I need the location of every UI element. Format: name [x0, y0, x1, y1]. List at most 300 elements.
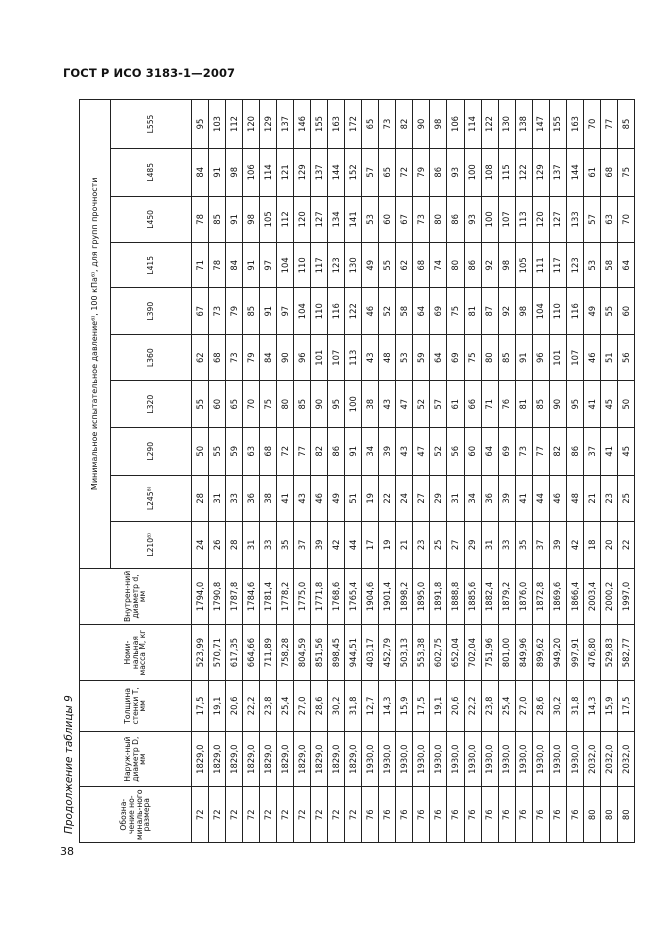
cell-p-l320: 81	[515, 381, 532, 428]
cell-p-l245: 43	[294, 475, 311, 522]
cell-wall: 14,3	[379, 680, 396, 731]
header-grade: L485	[111, 148, 192, 196]
cell-p-l320: 95	[566, 381, 583, 428]
cell-od: 1930,0	[379, 731, 396, 787]
cell-od: 1930,0	[481, 731, 498, 787]
cell-id: 1997,0	[617, 568, 634, 625]
cell-p-l390: 60	[617, 288, 634, 335]
cell-p-l555: 146	[294, 100, 311, 149]
cell-p-l320: 95	[328, 381, 345, 428]
cell-mass: 849,96	[515, 625, 532, 681]
cell-p-l320: 60	[209, 381, 226, 428]
cell-p-l555: 163	[328, 100, 345, 149]
cell-p-l450: 93	[464, 196, 481, 243]
table-row	[498, 100, 515, 843]
cell-size: 72	[311, 787, 328, 843]
cell-p-l210: 24	[192, 522, 209, 569]
cell-p-l485: 79	[413, 148, 430, 196]
cell-mass: 664,66	[243, 625, 260, 681]
cell-p-l390: 73	[209, 288, 226, 335]
cell-mass: 529,83	[600, 625, 617, 681]
cell-p-l290: 39	[379, 427, 396, 475]
table-row	[345, 100, 362, 843]
cell-mass: 476,80	[583, 625, 600, 681]
cell-size: 76	[566, 787, 583, 843]
cell-p-l450: 100	[481, 196, 498, 243]
table-row	[430, 100, 447, 843]
cell-mass: 702,04	[464, 625, 481, 681]
table-row	[549, 100, 566, 843]
cell-p-l360: 113	[345, 334, 362, 381]
cell-size: 72	[226, 787, 243, 843]
cell-p-l555: 95	[192, 100, 209, 149]
cell-p-l290: 64	[481, 427, 498, 475]
cell-p-l390: 91	[260, 288, 277, 335]
cell-p-l555: 155	[311, 100, 328, 149]
cell-p-l450: 63	[600, 196, 617, 243]
cell-id: 1901,4	[379, 568, 396, 625]
cell-p-l485: 129	[294, 148, 311, 196]
cell-p-l360: 59	[413, 334, 430, 381]
cell-od: 1930,0	[566, 731, 583, 787]
cell-p-l210: 28	[226, 522, 243, 569]
cell-p-l210: 31	[481, 522, 498, 569]
cell-p-l555: 114	[464, 100, 481, 149]
cell-id: 1794,0	[192, 568, 209, 625]
table-row	[379, 100, 396, 843]
table-caption: Продолжение таблицы 9	[63, 695, 75, 834]
cell-id: 1771,8	[311, 568, 328, 625]
cell-p-l210: 35	[277, 522, 294, 569]
cell-p-l415: 105	[515, 243, 532, 288]
cell-id: 1888,8	[447, 568, 464, 625]
cell-p-l485: 98	[226, 148, 243, 196]
cell-p-l450: 91	[226, 196, 243, 243]
cell-p-l245: 27	[413, 475, 430, 522]
cell-p-l450: 112	[277, 196, 294, 243]
cell-p-l390: 81	[464, 288, 481, 335]
cell-p-l210: 33	[260, 522, 277, 569]
cell-p-l320: 71	[481, 381, 498, 428]
cell-od: 1829,0	[345, 731, 362, 787]
cell-p-l245: 51	[345, 475, 362, 522]
cell-p-l210: 29	[464, 522, 481, 569]
header-grade: L415	[111, 243, 192, 288]
cell-p-l555: 122	[481, 100, 498, 149]
cell-size: 72	[260, 787, 277, 843]
cell-p-l450: 57	[583, 196, 600, 243]
cell-wall: 31,8	[566, 680, 583, 731]
cell-p-l290: 82	[311, 427, 328, 475]
cell-size: 76	[532, 787, 549, 843]
cell-p-l290: 59	[226, 427, 243, 475]
pressure-table	[79, 99, 635, 843]
cell-p-l485: 137	[311, 148, 328, 196]
cell-mass: 652,04	[447, 625, 464, 681]
cell-wall: 30,2	[328, 680, 345, 731]
cell-p-l290: 77	[294, 427, 311, 475]
cell-p-l450: 98	[243, 196, 260, 243]
cell-p-l555: 103	[209, 100, 226, 149]
cell-size: 72	[243, 787, 260, 843]
table-row	[260, 100, 277, 843]
cell-p-l450: 60	[379, 196, 396, 243]
cell-p-l555: 73	[379, 100, 396, 149]
cell-p-l415: 86	[464, 243, 481, 288]
cell-p-l245: 41	[277, 475, 294, 522]
header-grade: L245⁸⁾	[111, 475, 192, 522]
cell-p-l390: 67	[192, 288, 209, 335]
cell-od: 2032,0	[617, 731, 634, 787]
cell-od: 1930,0	[498, 731, 515, 787]
header-grade: L290	[111, 427, 192, 475]
cell-p-l290: 77	[532, 427, 549, 475]
cell-p-l210: 17	[362, 522, 379, 569]
cell-p-l320: 47	[396, 381, 413, 428]
cell-mass: 898,45	[328, 625, 345, 681]
cell-p-l360: 62	[192, 334, 209, 381]
cell-p-l320: 70	[243, 381, 260, 428]
cell-p-l450: 107	[498, 196, 515, 243]
cell-p-l210: 44	[345, 522, 362, 569]
page-number: 38	[60, 845, 74, 858]
cell-p-l290: 45	[617, 427, 634, 475]
cell-p-l210: 37	[294, 522, 311, 569]
header-grade: L555	[111, 100, 192, 149]
cell-p-l210: 19	[379, 522, 396, 569]
cell-p-l415: 78	[209, 243, 226, 288]
cell-id: 1898,2	[396, 568, 413, 625]
cell-p-l390: 58	[396, 288, 413, 335]
cell-id: 1784,6	[243, 568, 260, 625]
cell-p-l360: 64	[430, 334, 447, 381]
cell-p-l320: 85	[532, 381, 549, 428]
cell-wall: 23,8	[481, 680, 498, 731]
cell-p-l245: 36	[481, 475, 498, 522]
header-wall-thickness: Толщина стенки Т, мм	[80, 680, 192, 731]
cell-p-l450: 120	[532, 196, 549, 243]
document-header: ГОСТ Р ИСО 3183-1—2007	[63, 66, 236, 80]
cell-p-l360: 101	[311, 334, 328, 381]
cell-p-l245: 23	[600, 475, 617, 522]
cell-id: 1882,4	[481, 568, 498, 625]
cell-od: 1829,0	[192, 731, 209, 787]
cell-size: 72	[328, 787, 345, 843]
cell-p-l415: 117	[311, 243, 328, 288]
cell-p-l485: 72	[396, 148, 413, 196]
header-size-designation: Обозна-чение но-миналь-ного размера	[80, 787, 192, 843]
cell-p-l210: 37	[532, 522, 549, 569]
cell-od: 1829,0	[209, 731, 226, 787]
cell-id: 1869,6	[549, 568, 566, 625]
cell-p-l210: 20	[600, 522, 617, 569]
cell-p-l390: 104	[532, 288, 549, 335]
cell-p-l210: 39	[549, 522, 566, 569]
header-nominal-mass: Номи-нальная масса М, кг	[80, 625, 192, 681]
cell-p-l290: 91	[345, 427, 362, 475]
rotated-table-container	[79, 99, 635, 843]
cell-p-l245: 21	[583, 475, 600, 522]
cell-mass: 503,13	[396, 625, 413, 681]
header-grade: L320	[111, 381, 192, 428]
cell-od: 1930,0	[515, 731, 532, 787]
cell-p-l210: 26	[209, 522, 226, 569]
cell-p-l320: 52	[413, 381, 430, 428]
cell-p-l450: 127	[549, 196, 566, 243]
cell-p-l415: 71	[192, 243, 209, 288]
cell-id: 1775,0	[294, 568, 311, 625]
cell-p-l415: 92	[481, 243, 498, 288]
cell-mass: 602,75	[430, 625, 447, 681]
cell-p-l555: 130	[498, 100, 515, 149]
cell-p-l360: 84	[260, 334, 277, 381]
cell-p-l485: 144	[328, 148, 345, 196]
cell-wall: 15,9	[396, 680, 413, 731]
cell-mass: 758,28	[277, 625, 294, 681]
cell-p-l320: 66	[464, 381, 481, 428]
cell-p-l485: 93	[447, 148, 464, 196]
cell-wall: 15,9	[600, 680, 617, 731]
cell-p-l290: 73	[515, 427, 532, 475]
cell-od: 1829,0	[294, 731, 311, 787]
cell-p-l290: 37	[583, 427, 600, 475]
cell-p-l555: 106	[447, 100, 464, 149]
cell-wall: 27,0	[294, 680, 311, 731]
header-inside-diameter: Внутрен-ний диаметр d, мм	[80, 568, 192, 625]
cell-od: 2032,0	[600, 731, 617, 787]
cell-wall: 28,6	[532, 680, 549, 731]
cell-p-l320: 75	[260, 381, 277, 428]
cell-size: 76	[549, 787, 566, 843]
cell-p-l485: 114	[260, 148, 277, 196]
cell-p-l290: 41	[600, 427, 617, 475]
cell-p-l390: 55	[600, 288, 617, 335]
cell-p-l290: 52	[430, 427, 447, 475]
cell-p-l415: 84	[226, 243, 243, 288]
header-grade: L450	[111, 196, 192, 243]
table-row	[243, 100, 260, 843]
cell-mass: 899,62	[532, 625, 549, 681]
cell-p-l555: 90	[413, 100, 430, 149]
table-row	[617, 100, 634, 843]
cell-p-l320: 100	[345, 381, 362, 428]
table-row	[566, 100, 583, 843]
cell-p-l555: 120	[243, 100, 260, 149]
cell-p-l390: 104	[294, 288, 311, 335]
cell-p-l245: 33	[226, 475, 243, 522]
cell-p-l415: 74	[430, 243, 447, 288]
cell-p-l320: 61	[447, 381, 464, 428]
cell-id: 1787,8	[226, 568, 243, 625]
cell-size: 72	[209, 787, 226, 843]
cell-p-l360: 73	[226, 334, 243, 381]
cell-p-l555: 65	[362, 100, 379, 149]
cell-p-l450: 133	[566, 196, 583, 243]
cell-p-l485: 152	[345, 148, 362, 196]
cell-size: 80	[600, 787, 617, 843]
cell-p-l360: 91	[515, 334, 532, 381]
cell-wall: 22,2	[243, 680, 260, 731]
cell-od: 1930,0	[464, 731, 481, 787]
cell-p-l415: 80	[447, 243, 464, 288]
cell-mass: 851,56	[311, 625, 328, 681]
cell-od: 1829,0	[260, 731, 277, 787]
cell-p-l360: 68	[209, 334, 226, 381]
cell-p-l360: 75	[464, 334, 481, 381]
cell-p-l450: 78	[192, 196, 209, 243]
cell-p-l290: 56	[447, 427, 464, 475]
cell-size: 72	[345, 787, 362, 843]
cell-size: 76	[396, 787, 413, 843]
cell-p-l290: 63	[243, 427, 260, 475]
cell-p-l450: 85	[209, 196, 226, 243]
cell-p-l415: 98	[498, 243, 515, 288]
cell-p-l485: 108	[481, 148, 498, 196]
cell-p-l210: 35	[515, 522, 532, 569]
cell-od: 1829,0	[328, 731, 345, 787]
cell-p-l390: 116	[328, 288, 345, 335]
cell-p-l555: 172	[345, 100, 362, 149]
cell-id: 1768,6	[328, 568, 345, 625]
cell-id: 1891,8	[430, 568, 447, 625]
cell-p-l485: 115	[498, 148, 515, 196]
table-row	[583, 100, 600, 843]
cell-p-l360: 107	[328, 334, 345, 381]
cell-p-l485: 100	[464, 148, 481, 196]
cell-p-l245: 49	[328, 475, 345, 522]
cell-mass: 452,79	[379, 625, 396, 681]
cell-od: 1829,0	[243, 731, 260, 787]
cell-id: 1879,2	[498, 568, 515, 625]
cell-p-l415: 68	[413, 243, 430, 288]
cell-id: 1904,6	[362, 568, 379, 625]
cell-od: 2032,0	[583, 731, 600, 787]
cell-p-l450: 127	[311, 196, 328, 243]
cell-p-l290: 47	[413, 427, 430, 475]
cell-p-l415: 123	[328, 243, 345, 288]
cell-p-l485: 106	[243, 148, 260, 196]
cell-size: 76	[447, 787, 464, 843]
cell-p-l450: 120	[294, 196, 311, 243]
cell-wall: 20,6	[447, 680, 464, 731]
cell-size: 72	[277, 787, 294, 843]
cell-od: 1829,0	[311, 731, 328, 787]
cell-p-l415: 58	[600, 243, 617, 288]
table-row	[192, 100, 209, 843]
cell-p-l320: 57	[430, 381, 447, 428]
cell-size: 80	[583, 787, 600, 843]
cell-od: 1930,0	[430, 731, 447, 787]
cell-p-l360: 79	[243, 334, 260, 381]
cell-id: 2003,4	[583, 568, 600, 625]
cell-p-l415: 117	[549, 243, 566, 288]
cell-mass: 949,20	[549, 625, 566, 681]
cell-p-l555: 85	[617, 100, 634, 149]
cell-wall: 20,6	[226, 680, 243, 731]
cell-p-l555: 70	[583, 100, 600, 149]
cell-p-l485: 129	[532, 148, 549, 196]
cell-p-l320: 41	[583, 381, 600, 428]
cell-p-l450: 53	[362, 196, 379, 243]
cell-od: 1930,0	[447, 731, 464, 787]
cell-p-l415: 62	[396, 243, 413, 288]
cell-size: 72	[192, 787, 209, 843]
cell-p-l245: 46	[549, 475, 566, 522]
cell-p-l245: 29	[430, 475, 447, 522]
cell-p-l390: 110	[311, 288, 328, 335]
cell-id: 1895,0	[413, 568, 430, 625]
cell-p-l290: 50	[192, 427, 209, 475]
cell-od: 1930,0	[413, 731, 430, 787]
cell-p-l390: 69	[430, 288, 447, 335]
cell-wall: 17,5	[617, 680, 634, 731]
cell-mass: 751,96	[481, 625, 498, 681]
cell-p-l210: 21	[396, 522, 413, 569]
cell-wall: 17,5	[192, 680, 209, 731]
header-grade: L210⁸⁾	[111, 522, 192, 569]
cell-p-l290: 68	[260, 427, 277, 475]
cell-p-l320: 85	[294, 381, 311, 428]
cell-p-l415: 97	[260, 243, 277, 288]
cell-wall: 27,0	[515, 680, 532, 731]
cell-id: 1876,0	[515, 568, 532, 625]
cell-p-l415: 104	[277, 243, 294, 288]
table-row	[532, 100, 549, 843]
cell-p-l415: 123	[566, 243, 583, 288]
cell-p-l290: 55	[209, 427, 226, 475]
cell-size: 76	[379, 787, 396, 843]
cell-p-l290: 82	[549, 427, 566, 475]
cell-p-l360: 48	[379, 334, 396, 381]
cell-p-l555: 112	[226, 100, 243, 149]
cell-p-l555: 163	[566, 100, 583, 149]
cell-p-l485: 137	[549, 148, 566, 196]
cell-p-l360: 90	[277, 334, 294, 381]
cell-p-l360: 101	[549, 334, 566, 381]
cell-mass: 523,99	[192, 625, 209, 681]
table-row	[481, 100, 498, 843]
cell-p-l245: 24	[396, 475, 413, 522]
cell-p-l290: 43	[396, 427, 413, 475]
cell-p-l245: 48	[566, 475, 583, 522]
table-row	[328, 100, 345, 843]
header-grade: L360	[111, 334, 192, 381]
cell-id: 1872,8	[532, 568, 549, 625]
cell-mass: 804,59	[294, 625, 311, 681]
cell-wall: 25,4	[277, 680, 294, 731]
cell-p-l245: 39	[498, 475, 515, 522]
cell-wall: 23,8	[260, 680, 277, 731]
cell-id: 1781,4	[260, 568, 277, 625]
cell-od: 1930,0	[396, 731, 413, 787]
cell-mass: 711,89	[260, 625, 277, 681]
cell-mass: 944,51	[345, 625, 362, 681]
cell-wall: 31,8	[345, 680, 362, 731]
cell-p-l485: 68	[600, 148, 617, 196]
cell-size: 76	[481, 787, 498, 843]
cell-p-l290: 60	[464, 427, 481, 475]
cell-p-l320: 90	[549, 381, 566, 428]
cell-p-l485: 61	[583, 148, 600, 196]
cell-p-l245: 36	[243, 475, 260, 522]
cell-p-l555: 77	[600, 100, 617, 149]
cell-p-l245: 28	[192, 475, 209, 522]
cell-p-l320: 80	[277, 381, 294, 428]
cell-p-l555: 147	[532, 100, 549, 149]
cell-p-l485: 91	[209, 148, 226, 196]
cell-p-l415: 53	[583, 243, 600, 288]
cell-p-l450: 70	[617, 196, 634, 243]
